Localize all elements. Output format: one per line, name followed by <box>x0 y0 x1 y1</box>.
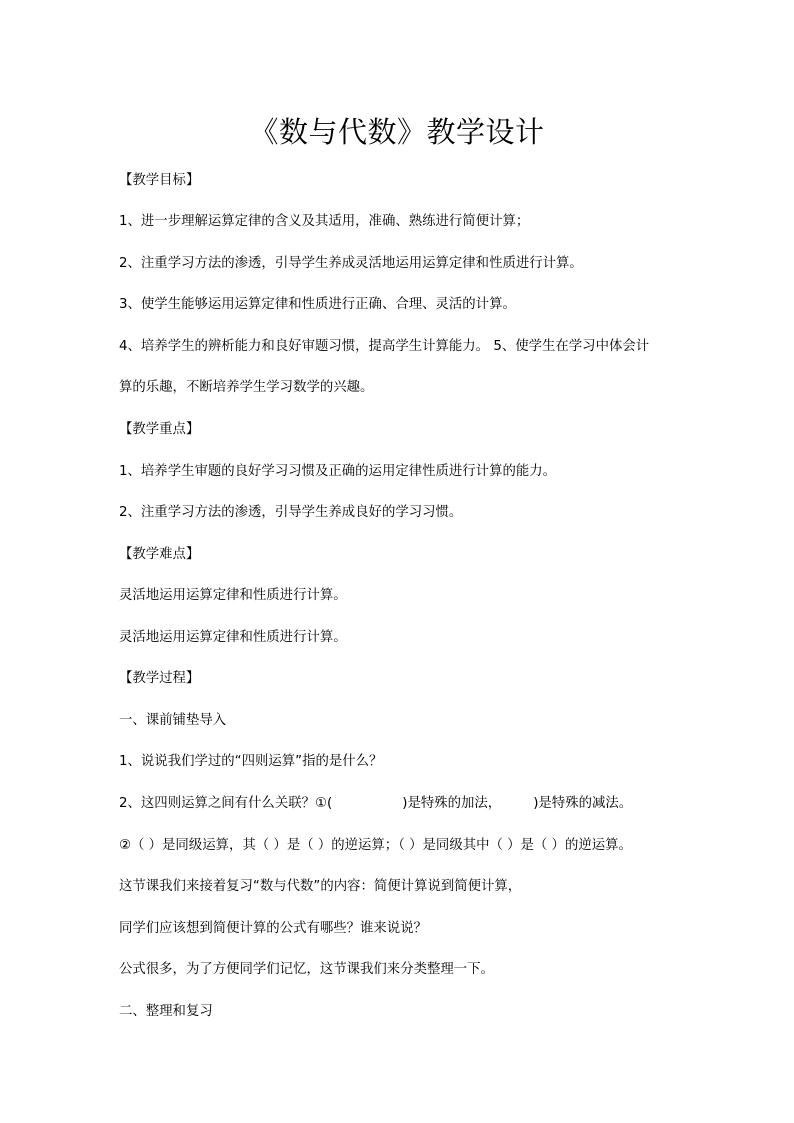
question-2-continued: ②（ ）是同级运算，其（ ）是（ ）的逆运算；（ ）是同级其中（ ）是（ ）的逆运算。 <box>119 838 632 853</box>
paragraph-1: 这节课我们来接着复习“数与代数”的内容：简便计算说到简便计算， <box>119 879 522 894</box>
paragraph-3: 公式很多，为了方便同学们记忆，这节课我们来分类整理一下。 <box>119 962 494 977</box>
process-heading: 【教学过程】 <box>119 671 200 686</box>
section-heading-2: 二、整理和复习 <box>119 1004 213 1019</box>
key-points-heading: 【教学重点】 <box>119 422 200 437</box>
difficulty-item-1: 灵活地运用运算定律和性质进行计算。 <box>119 588 347 603</box>
paragraph-2: 同学们应该想到简便计算的公式有哪些？谁来说说？ <box>119 921 427 936</box>
section-heading-1: 一、课前铺垫导入 <box>119 713 227 728</box>
question-2-part-b: )是特殊的加法， <box>402 796 502 811</box>
difficulty-heading: 【教学难点】 <box>119 547 200 562</box>
key-point-1: 1、培养学生审题的良好学习习惯及正确的运用定律性质进行计算的能力。 <box>119 464 557 479</box>
goals-heading: 【教学目标】 <box>119 173 200 188</box>
question-1: 1、说说我们学过的“四则运算”指的是什么？ <box>119 754 383 769</box>
goal-item-2: 2、注重学习方法的渗透，引导学生养成灵活地运用运算定律和性质进行计算。 <box>119 256 583 271</box>
goal-item-4: 4、培养学生的辨析能力和良好审题习惯，提高学生计算能力。 5、使学生在学习中体会计 <box>119 339 650 354</box>
question-2-part-a: 2、这四则运算之间有什么关联？①( <box>119 796 333 811</box>
key-point-2: 2、注重学习方法的渗透，引导学生养成良好的学习习惯。 <box>119 505 463 520</box>
question-2-part-c: )是特殊的减法。 <box>533 796 633 811</box>
goal-item-3: 3、使学生能够运用运算定律和性质进行正确、合理、灵活的计算。 <box>119 297 516 312</box>
question-2 <box>119 794 632 814</box>
goal-item-4-continued: 算的乐趣，不断培养学生学习数学的兴趣。 <box>119 380 374 395</box>
document-title: 《数与代数》教学设计 <box>249 115 545 149</box>
difficulty-item-2: 灵活地运用运算定律和性质进行计算。 <box>119 630 347 645</box>
goal-item-1: 1、进一步理解运算定律的含义及其适用，准确、熟练进行简便计算； <box>119 214 530 229</box>
